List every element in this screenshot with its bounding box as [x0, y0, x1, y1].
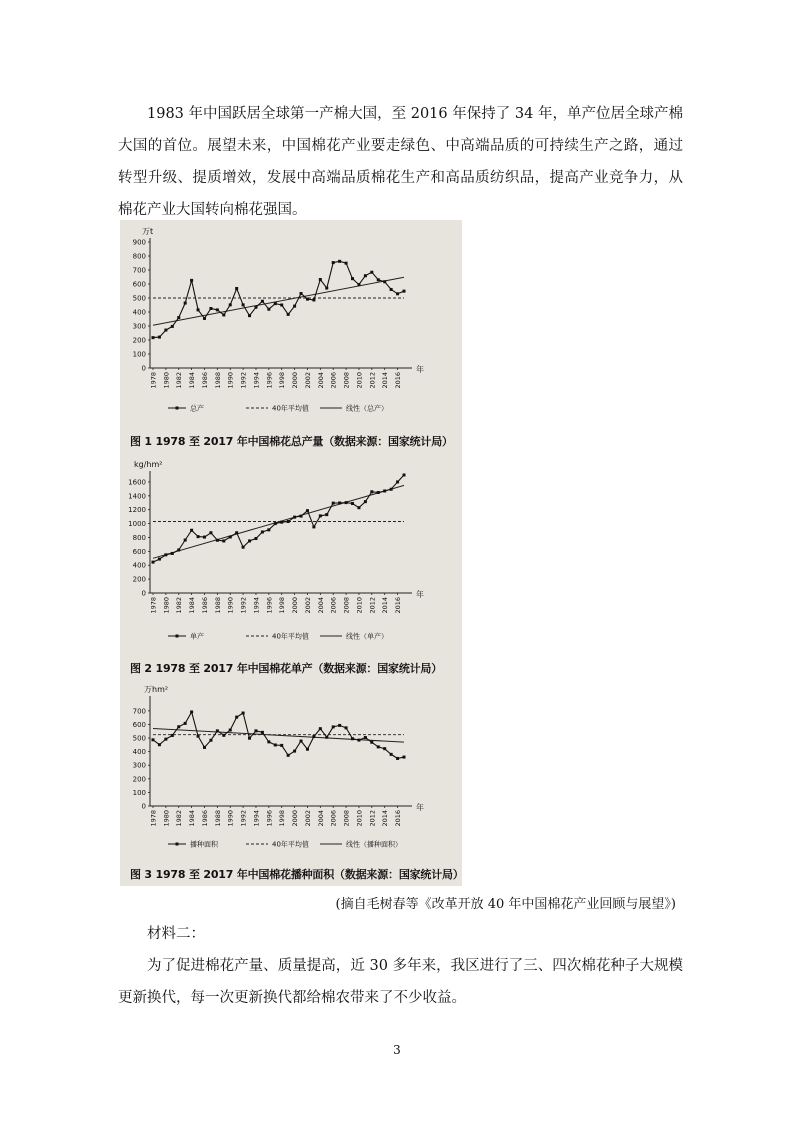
y-tick-label: 400: [132, 561, 146, 570]
y-tick-label: 500: [132, 734, 146, 743]
x-tick-label: 2016: [394, 372, 403, 389]
x-tick-label: 2012: [368, 597, 377, 614]
x-tick-label: 2010: [355, 372, 364, 389]
y-tick-label: 900: [132, 238, 146, 247]
data-point: [287, 313, 290, 316]
data-point: [267, 740, 270, 743]
x-tick-label: 1992: [239, 597, 248, 614]
data-point: [222, 539, 225, 542]
data-point: [325, 287, 328, 290]
x-tick-label: 1990: [226, 372, 235, 389]
data-point: [338, 724, 341, 727]
x-tick-label: 2000: [291, 810, 300, 827]
data-point: [332, 502, 335, 505]
data-point: [152, 336, 155, 339]
data-point: [357, 739, 360, 742]
x-tick-label: 2008: [342, 597, 351, 614]
data-point: [390, 288, 393, 291]
data-point: [280, 304, 283, 307]
data-point: [216, 308, 219, 311]
x-tick-label: 2008: [342, 372, 351, 389]
data-point: [300, 515, 303, 518]
x-axis-label: 年: [416, 590, 424, 599]
x-tick-label: 1992: [239, 372, 248, 389]
x-tick-label: 1982: [175, 597, 184, 614]
data-point: [164, 329, 167, 332]
data-point: [222, 734, 225, 737]
x-tick-label: 2014: [381, 372, 390, 389]
y-tick-label: 200: [132, 336, 146, 345]
x-tick-label: 1988: [213, 597, 222, 614]
x-tick-label: 1996: [265, 372, 274, 389]
x-tick-label: 1994: [252, 810, 261, 827]
data-point: [171, 325, 174, 328]
x-tick-label: 1984: [188, 597, 197, 614]
data-point: [332, 725, 335, 728]
data-point: [370, 271, 373, 274]
data-point: [261, 300, 264, 303]
legend-series-label: 播种面积: [190, 840, 218, 849]
data-point: [254, 729, 257, 732]
x-tick-label: 2004: [316, 372, 325, 389]
data-point: [209, 531, 212, 534]
x-tick-label: 2000: [291, 597, 300, 614]
figure-1-total-output: [120, 220, 462, 453]
legend-series-label: 总产: [190, 404, 204, 413]
data-point: [254, 537, 257, 540]
data-point: [158, 336, 161, 339]
x-tick-label: 1998: [278, 597, 287, 614]
data-point: [184, 539, 187, 542]
data-point: [287, 520, 290, 523]
x-tick-label: 2002: [303, 810, 312, 827]
data-point: [171, 552, 174, 555]
data-point: [184, 302, 187, 305]
data-point: [177, 316, 180, 319]
x-tick-label: 2016: [394, 597, 403, 614]
y-tick-label: 600: [132, 280, 146, 289]
y-tick-label: 500: [132, 294, 146, 303]
data-point: [306, 509, 309, 512]
data-point: [293, 516, 296, 519]
data-point: [248, 314, 251, 317]
data-point: [229, 303, 232, 306]
series-line: [153, 475, 404, 562]
data-point: [190, 529, 193, 532]
x-tick-label: 1986: [200, 597, 209, 614]
figure-2-yield: [120, 453, 462, 680]
x-tick-label: 1998: [278, 372, 287, 389]
data-point: [216, 729, 219, 732]
data-point: [306, 748, 309, 751]
data-point: [164, 553, 167, 556]
data-point: [177, 548, 180, 551]
figure-3-area: [120, 680, 462, 886]
data-point: [203, 746, 206, 749]
x-tick-label: 1984: [188, 810, 197, 827]
x-tick-label: 2000: [291, 372, 300, 389]
legend-mean-label: 40年平均值: [272, 404, 309, 413]
x-tick-label: 1980: [162, 372, 171, 389]
material-two-paragraph: 为了促进棉花产量、质量提高，近 30 多年来，我区进行了三、四次棉花种子大规模更新换代，每一次更新换代都给棉农带来了不少收益。: [118, 958, 683, 1006]
data-point: [203, 536, 206, 539]
y-tick-label: 200: [132, 575, 146, 584]
y-tick-label: 800: [132, 252, 146, 261]
data-point: [390, 753, 393, 756]
x-tick-label: 2014: [381, 597, 390, 614]
source-note: (摘自毛树春等《改革开放 40 年中国棉花产业回顾与展望》): [335, 897, 676, 912]
y-tick-label: 400: [132, 748, 146, 757]
series-line: [153, 261, 404, 337]
y-axis-unit: kg/hm²: [134, 460, 163, 469]
figure-2-caption: 图 2 1978 至 2017 年中国棉花单产（数据来源：国家统计局）: [130, 662, 443, 675]
legend-mean-label: 40年平均值: [272, 840, 309, 849]
data-point: [293, 305, 296, 308]
data-point: [364, 274, 367, 277]
data-point: [370, 741, 373, 744]
x-tick-label: 2002: [303, 597, 312, 614]
data-point: [248, 737, 251, 740]
x-tick-label: 2010: [355, 597, 364, 614]
data-point: [383, 747, 386, 750]
x-tick-label: 1998: [278, 810, 287, 827]
x-axis-label: 年: [416, 365, 424, 374]
x-tick-label: 1992: [239, 810, 248, 827]
x-tick-label: 1996: [265, 597, 274, 614]
data-point: [383, 280, 386, 283]
x-tick-label: 2004: [316, 597, 325, 614]
data-point: [319, 278, 322, 281]
data-point: [216, 539, 219, 542]
data-point: [267, 308, 270, 311]
data-point: [319, 514, 322, 517]
data-point: [396, 757, 399, 760]
data-point: [332, 261, 335, 264]
data-point: [274, 522, 277, 525]
data-point: [164, 738, 167, 741]
data-point: [280, 521, 283, 524]
x-tick-label: 1980: [162, 810, 171, 827]
figure-1-caption: 图 1 1978 至 2017 年中国棉花总产量（数据来源：国家统计局）: [130, 435, 453, 448]
legend-trend-label: 线性（单产）: [346, 632, 388, 641]
y-tick-label: 300: [132, 322, 146, 331]
x-tick-label: 1986: [200, 372, 209, 389]
data-point: [242, 546, 245, 549]
data-point: [274, 743, 277, 746]
y-tick-label: 800: [132, 533, 146, 542]
data-point: [312, 735, 315, 738]
x-tick-label: 2012: [368, 372, 377, 389]
data-point: [357, 506, 360, 509]
x-tick-label: 1982: [175, 810, 184, 827]
material-two-heading: 材料二：: [147, 926, 205, 942]
x-tick-label: 2002: [303, 372, 312, 389]
legend-trend-label: 线性（总产）: [346, 404, 388, 413]
y-axis-unit: 万hm²: [144, 685, 169, 694]
page-number: 3: [393, 1043, 401, 1057]
x-axis-label: 年: [416, 803, 424, 812]
legend-series-label: 单产: [190, 632, 204, 641]
y-tick-label: 1400: [128, 492, 146, 501]
legend-series-marker: [176, 635, 179, 638]
data-point: [293, 750, 296, 753]
x-tick-label: 2014: [381, 810, 390, 827]
data-point: [312, 298, 315, 301]
data-point: [229, 535, 232, 538]
y-tick-label: 1200: [128, 506, 146, 515]
data-point: [325, 513, 328, 516]
x-tick-label: 2016: [394, 810, 403, 827]
data-point: [242, 712, 245, 715]
y-tick-label: 200: [132, 775, 146, 784]
data-point: [403, 290, 406, 293]
data-point: [403, 756, 406, 759]
data-point: [254, 306, 257, 309]
data-point: [229, 729, 232, 732]
x-tick-label: 1990: [226, 810, 235, 827]
data-point: [235, 716, 238, 719]
data-point: [222, 313, 225, 316]
chart-yield: [120, 453, 462, 657]
data-point: [158, 558, 161, 561]
legend-mean-label: 40年平均值: [272, 632, 309, 641]
y-tick-label: 0: [141, 589, 146, 598]
x-tick-label: 2012: [368, 810, 377, 827]
data-point: [203, 317, 206, 320]
data-point: [351, 737, 354, 740]
intro-paragraph: 1983 年中国跃居全球第一产棉大国，至 2016 年保持了 34 年，单产位居全球产棉大国的首位。展望未来，中国棉花产业要走绿色、中高端品质的可持续生产之路，通过转型升级、提质增效，发展中高端品质棉花生产和高品质纺织品，提高产业竞争力，从棉花产业大国转向棉花强国。: [118, 106, 683, 218]
y-tick-label: 400: [132, 308, 146, 317]
y-tick-label: 300: [132, 761, 146, 770]
data-point: [184, 722, 187, 725]
x-tick-label: 2004: [316, 810, 325, 827]
data-point: [280, 744, 283, 747]
data-point: [261, 731, 264, 734]
data-point: [377, 491, 380, 494]
x-tick-label: 1988: [213, 810, 222, 827]
legend-series-marker: [176, 407, 179, 410]
data-point: [345, 501, 348, 504]
y-tick-label: 0: [141, 802, 146, 811]
data-point: [306, 298, 309, 301]
y-tick-label: 600: [132, 547, 146, 556]
x-tick-label: 1978: [149, 810, 158, 827]
y-tick-label: 600: [132, 720, 146, 729]
data-point: [300, 292, 303, 295]
y-tick-label: 1000: [128, 520, 146, 529]
x-tick-label: 1978: [149, 372, 158, 389]
data-point: [235, 287, 238, 290]
legend-trend-label: 线性（播种面积）: [346, 840, 402, 849]
x-tick-label: 1996: [265, 810, 274, 827]
data-point: [300, 740, 303, 743]
data-point: [177, 725, 180, 728]
data-point: [152, 738, 155, 741]
x-tick-label: 1982: [175, 372, 184, 389]
x-tick-label: 2006: [329, 810, 338, 827]
data-point: [351, 277, 354, 280]
data-point: [274, 302, 277, 305]
x-tick-label: 1980: [162, 597, 171, 614]
data-point: [267, 528, 270, 531]
y-axis-unit: 万t: [142, 227, 154, 236]
figure-3-caption: 图 3 1978 至 2017 年中国棉花播种面积（数据来源：国家统计局）: [130, 868, 464, 881]
data-point: [197, 535, 200, 538]
data-point: [364, 736, 367, 739]
chart-planting-area: [120, 680, 462, 863]
x-tick-label: 1990: [226, 597, 235, 614]
data-point: [390, 488, 393, 491]
data-point: [325, 736, 328, 739]
data-point: [364, 500, 367, 503]
data-point: [396, 292, 399, 295]
x-tick-label: 1994: [252, 597, 261, 614]
data-point: [287, 754, 290, 757]
data-point: [209, 739, 212, 742]
data-point: [357, 283, 360, 286]
data-point: [235, 531, 238, 534]
x-tick-label: 1978: [149, 597, 158, 614]
data-point: [171, 734, 174, 737]
data-point: [383, 489, 386, 492]
x-tick-label: 2006: [329, 372, 338, 389]
y-tick-label: 100: [132, 788, 146, 797]
data-point: [242, 303, 245, 306]
data-point: [319, 727, 322, 730]
y-tick-label: 700: [132, 707, 146, 716]
data-point: [209, 307, 212, 310]
data-point: [190, 710, 193, 713]
y-tick-label: 0: [141, 364, 146, 373]
data-point: [403, 474, 406, 477]
x-tick-label: 2006: [329, 597, 338, 614]
trend-line: [153, 729, 404, 743]
data-point: [396, 480, 399, 483]
x-tick-label: 1994: [252, 372, 261, 389]
data-point: [197, 308, 200, 311]
data-point: [190, 279, 193, 282]
x-tick-label: 1986: [200, 810, 209, 827]
y-tick-label: 700: [132, 266, 146, 275]
data-point: [377, 745, 380, 748]
data-point: [261, 530, 264, 533]
data-point: [351, 502, 354, 505]
data-point: [248, 539, 251, 542]
data-point: [345, 726, 348, 729]
data-point: [345, 262, 348, 265]
data-point: [152, 561, 155, 564]
y-tick-label: 100: [132, 350, 146, 359]
x-tick-label: 2008: [342, 810, 351, 827]
chart-total-output: [120, 220, 462, 430]
data-point: [338, 260, 341, 263]
data-point: [370, 490, 373, 493]
data-point: [377, 278, 380, 281]
x-tick-label: 2010: [355, 810, 364, 827]
legend-series-marker: [176, 843, 179, 846]
data-point: [158, 743, 161, 746]
data-point: [338, 501, 341, 504]
x-tick-label: 1984: [188, 372, 197, 389]
x-tick-label: 1988: [213, 372, 222, 389]
y-tick-label: 1600: [128, 478, 146, 487]
data-point: [312, 525, 315, 528]
data-point: [197, 735, 200, 738]
